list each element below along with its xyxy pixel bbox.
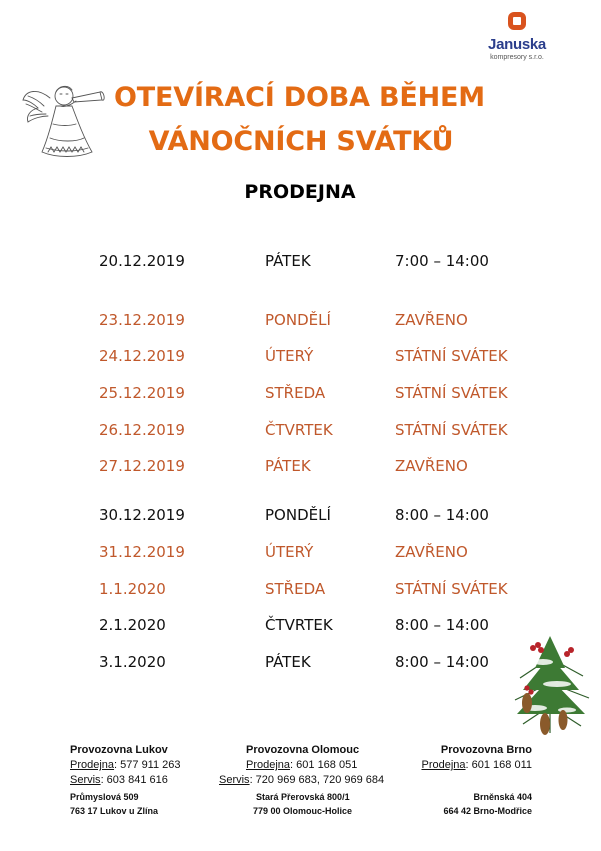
schedule-date: 23.12.2019 xyxy=(99,311,185,329)
schedule-date: 24.12.2019 xyxy=(99,347,185,365)
schedule-date: 26.12.2019 xyxy=(99,421,185,439)
schedule-date: 25.12.2019 xyxy=(99,384,185,402)
schedule-row xyxy=(0,311,601,335)
company-logo xyxy=(474,12,574,68)
branch-olomouc-sales-label: Prodejna xyxy=(246,759,291,771)
branch-lukov-service-phone: : 603 841 616 xyxy=(100,774,168,786)
branch-brno-sales-phone: : 601 168 011 xyxy=(465,759,532,771)
schedule-day: PONDĚLÍ xyxy=(265,506,331,524)
schedule-hours: ZAVŘENO xyxy=(395,311,468,329)
branch-brno-name: Provozovna Brno xyxy=(440,744,532,756)
branch-lukov-sales-label: Prodejna xyxy=(70,759,115,771)
logo-ring-icon xyxy=(508,12,526,30)
branch-lukov-sales-phone: : 577 911 263 xyxy=(114,759,181,771)
branch-lukov-name: Provozovna Lukov xyxy=(70,744,168,756)
schedule-row xyxy=(0,543,601,567)
branch-lukov-service-label: Servis xyxy=(70,774,101,786)
angel-icon xyxy=(20,78,108,162)
branch-olomouc-street: Stará Přerovská 800/1 xyxy=(256,792,350,802)
schedule-date: 27.12.2019 xyxy=(99,457,185,475)
schedule-day: PÁTEK xyxy=(265,457,311,475)
schedule-day: PONDĚLÍ xyxy=(265,311,331,329)
branch-olomouc-service-phone: : 720 969 683, 720 969 684 xyxy=(249,774,385,786)
schedule-row xyxy=(0,384,601,408)
branch-lukov-city: 763 17 Lukov u Zlína xyxy=(70,806,159,816)
schedule-date: 31.12.2019 xyxy=(99,543,185,561)
schedule-date: 30.12.2019 xyxy=(99,506,185,524)
branch-brno-street: Brněnská 404 xyxy=(473,792,532,802)
schedule-row xyxy=(0,421,601,445)
schedule-hours: ZAVŘENO xyxy=(395,543,468,561)
schedule-row xyxy=(0,347,601,371)
schedule-hours: 8:00 – 14:00 xyxy=(395,616,489,634)
pine-branch-icon xyxy=(505,628,595,743)
branch-olomouc-name: Provozovna Olomouc xyxy=(246,744,360,756)
schedule-hours: STÁTNÍ SVÁTEK xyxy=(395,347,508,365)
schedule-row xyxy=(0,506,601,530)
schedule-hours: 8:00 – 14:00 xyxy=(395,653,489,671)
page-title-line-2: VÁNOČNÍCH SVÁTKŮ xyxy=(148,126,454,157)
schedule-day: ÚTERÝ xyxy=(265,347,314,365)
branch-brno-city: 664 42 Brno-Modřice xyxy=(443,806,532,816)
schedule-hours: STÁTNÍ SVÁTEK xyxy=(395,580,508,598)
branch-olomouc-sales-phone: : 601 168 051 xyxy=(290,759,358,771)
logo-tagline: kompresory s.r.o. xyxy=(490,54,544,61)
schedule-day: PÁTEK xyxy=(265,653,311,671)
schedule-hours: STÁTNÍ SVÁTEK xyxy=(395,421,508,439)
schedule-row xyxy=(0,457,601,481)
schedule-hours: 8:00 – 14:00 xyxy=(395,506,489,524)
schedule-date: 3.1.2020 xyxy=(99,653,166,671)
page-title-line-1: OTEVÍRACÍ DOBA BĚHEM xyxy=(114,82,485,113)
schedule-hours: 7:00 – 14:00 xyxy=(395,252,489,270)
schedule-hours: STÁTNÍ SVÁTEK xyxy=(395,384,508,402)
branch-olomouc-city: 779 00 Olomouc-Holice xyxy=(253,806,353,816)
schedule-date: 2.1.2020 xyxy=(99,616,166,634)
schedule-date: 20.12.2019 xyxy=(99,252,185,270)
schedule-day: PÁTEK xyxy=(265,252,311,270)
schedule-day: ČTVRTEK xyxy=(265,421,333,439)
page-subtitle: PRODEJNA xyxy=(244,181,356,203)
schedule-day: ÚTERÝ xyxy=(265,543,314,561)
branch-lukov-street: Průmyslová 509 xyxy=(70,792,139,802)
schedule-row xyxy=(0,252,601,276)
branch-olomouc-service-label: Servis xyxy=(219,774,250,786)
schedule-day: STŘEDA xyxy=(265,384,326,402)
schedule-hours: ZAVŘENO xyxy=(395,457,468,475)
schedule-row xyxy=(0,580,601,604)
logo-brand-text: Januska xyxy=(488,36,546,53)
schedule-day: ČTVRTEK xyxy=(265,616,333,634)
branch-brno-sales-label: Prodejna xyxy=(421,759,466,771)
schedule-date: 1.1.2020 xyxy=(99,580,166,598)
schedule-day: STŘEDA xyxy=(265,580,326,598)
